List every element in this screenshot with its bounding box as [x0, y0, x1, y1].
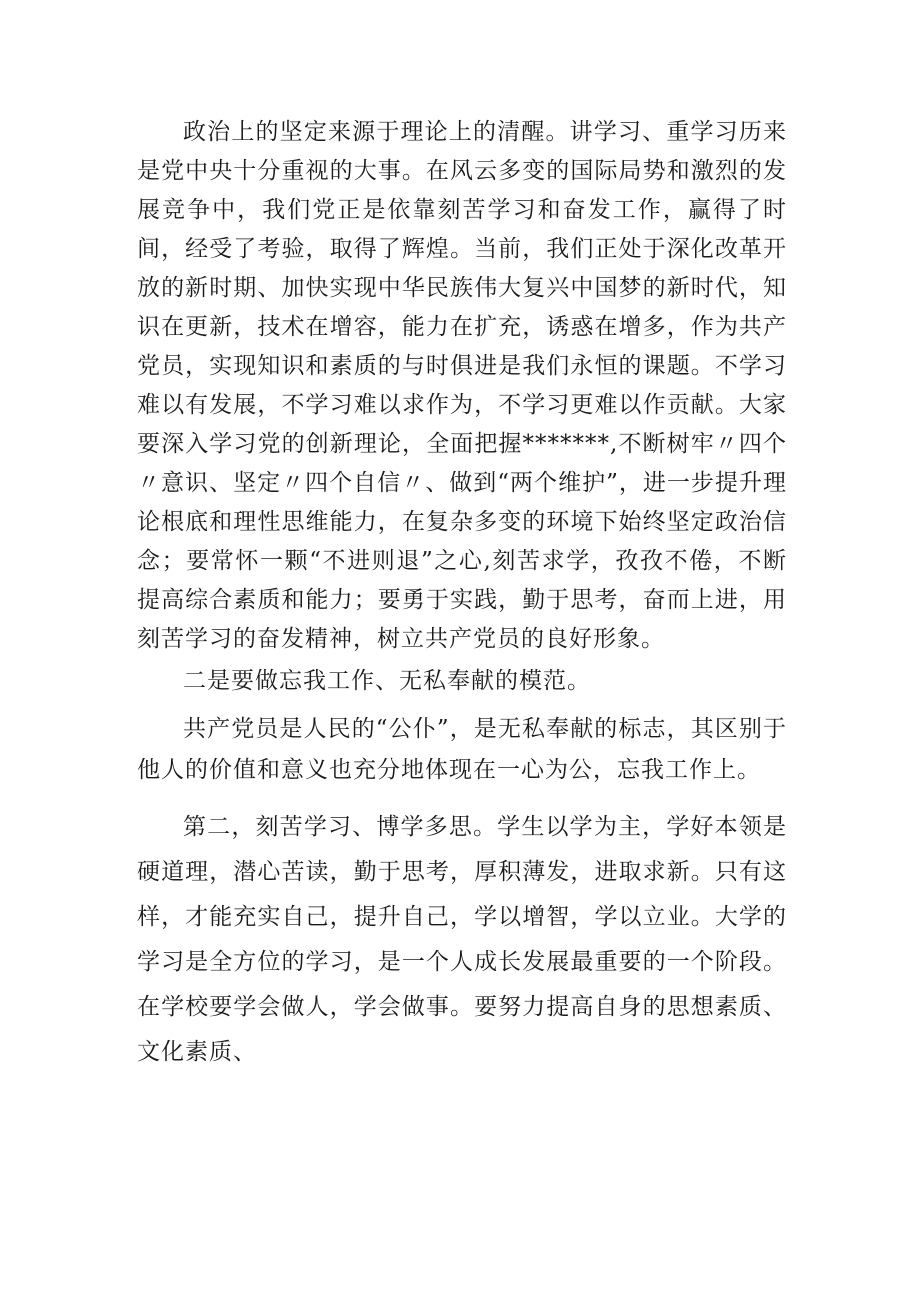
document-body: [137, 113, 787, 1075]
paragraph-selfless-model-heading: 二是要做忘我工作、无私奉献的模范。: [183, 668, 591, 694]
paragraph-public-servant: 共产党员是人民的“公仆”，是无私奉献的标志，其区别于他人的价值和意义也充分地体现在一心为公，忘我工作上。: [137, 716, 787, 783]
paragraph-diligent-study: 第二，刻苦学习、博学多思。学生以学为主，学好本领是硬道理，潜心苦读，勤于思考，厚积薄发，进取求新。只有这样，才能充实自己，提升自己，学以增智，学以立业。大学的学习是全方位的学习，是一个人成长发展最重要的一个阶段。在学校要学会做人，学会做事。要努力提高自身的思想素质、文化素质、: [137, 814, 787, 1065]
paragraph-political-study: 政治上的坚定来源于理论上的清醒。讲学习、重学习历来是党中央十分重视的大事。在风云多变的国际局势和激烈的发展竞争中，我们党正是依靠刻苦学习和奋发工作，赢得了时间，经受了考验，取得了辉煌。当前，我们正处于深化改革开放的新时期、加快实现中华民族伟大复兴中国梦的新时代，知识在更新，技术在增容，能力在扩充，诱惑在增多，作为共产党员，实现知识和素质的与时俱进是我们永恒的课题。不学习难以有发展，不学习难以求作为，不学习更难以作贡献。大家要深入学习党的创新理论，全面把握*******,不断树牢〃四个〃意识、坚定〃四个自信〃、做到“两个维护”，进一步提升理论根底和理性思维能力，在复杂多变的环境下始终坚定政治信念；要常怀一颗“不进则退”之心,刻苦求学，孜孜不倦，不断提高综合素质和能力；要勇于实践，勤于思考，奋而上进，用刻苦学习的奋发精神，树立共产党员的良好形象。: [137, 119, 787, 652]
